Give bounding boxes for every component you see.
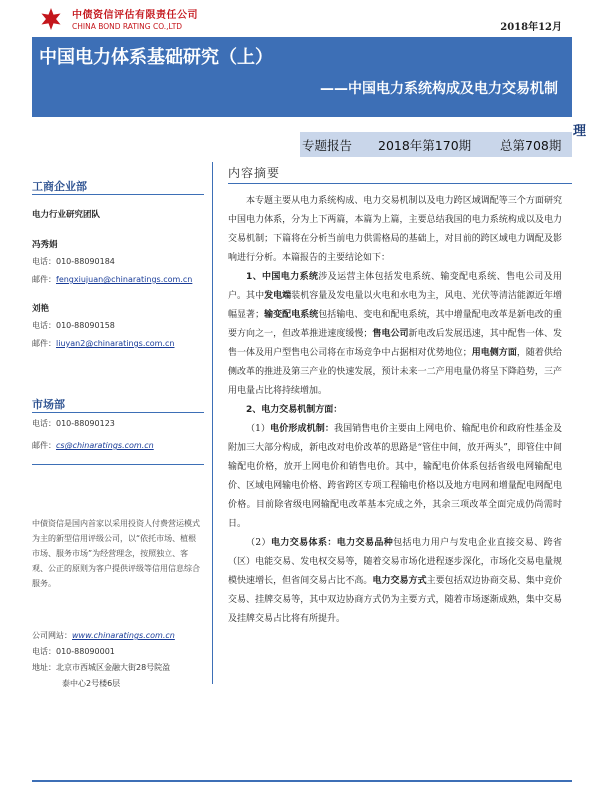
footer-rule	[32, 780, 572, 782]
abstract-body	[228, 192, 562, 629]
abstract-rule	[228, 183, 572, 184]
email-link[interactable]: fengxiujuan@chinaratings.com.cn	[56, 275, 193, 284]
abstract-paragraph: 本专题主要从电力系统构成、电力交易机制以及电力跨区域调配等三个方面研究中国电力体系，分为上下两篇，本篇为上篇，主要总结我国的电力系统构成以及电力交易机制；下篇将在分析当前电力供需格局的基础上，对目前的跨区域电力调配及影响进行分析。本篇报告的主要结论如下：	[228, 196, 562, 263]
abstract-paragraph: （2）电力交易体系：电力交易品种包括电力用户与发电企业直接交易、跨省（区）电能交易、发电权交易等，随着交易市场化进程逐步深化，市场化交易电量规模快速增长，但省间交易占比不高。电力交易方式主要包括双边协商交易、集中竞价交易、挂牌交易等，其中双边协商方式仍为主要方式，随着市场逐渐成熟，集中交易及挂牌交易占比将有所提升。	[228, 538, 562, 624]
report-type: 专题报告	[302, 138, 353, 153]
analyst-phone: 电话：010-88090158	[32, 321, 115, 330]
email-link[interactable]: liuyan2@chinaratings.com.cn	[56, 339, 175, 348]
company-address: 地址：北京市西城区金融大街28号院盈	[32, 663, 171, 672]
analyst-email: 邮件：fengxiujuan@chinaratings.com.cn	[32, 275, 193, 284]
company-phone: 电话：010-88090001	[32, 647, 115, 656]
sidebar-divider	[32, 464, 204, 465]
issue-bar	[300, 132, 572, 157]
column-divider	[212, 162, 213, 684]
market-email: 邮件：cs@chinaratings.com.cn	[32, 441, 154, 450]
analyst-name: 刘艳	[32, 304, 50, 314]
sidebar-divider	[32, 412, 204, 413]
email-link[interactable]: cs@chinaratings.com.cn	[56, 441, 154, 450]
report-date: 2018年12月	[500, 22, 562, 33]
abstract-heading: 内容摘要	[228, 166, 281, 180]
total-issue-number: 总第708期	[500, 138, 562, 153]
report-title: 中国电力体系基础研究（上）	[39, 47, 273, 68]
dept-industrial-heading: 工商企业部	[32, 180, 87, 193]
analyst-phone: 电话：010-88090184	[32, 257, 115, 266]
abstract-paragraph: 2、电力交易机制方面：	[246, 405, 343, 415]
issue-number: 2018年第170期	[378, 138, 472, 153]
title-banner	[32, 37, 572, 117]
abstract-paragraph: 1、中国电力系统涉及运营主体包括发电系统、输变配电系统、售电公司及用户。其中发电端装机容量及发电量以火电和水电为主，风电、光伏等清洁能源近年增幅显著；输变配电系统包括输电、变电和配电系统，其中增量配电改革是新电改的重要方向之一，但改革推进速度缓慢；售电公司新电改后发展迅速，其中配售一体、发售一体及用户型售电公司将在市场竞争中占据相对优势地位；用电侧方面，随着供给侧改革的推进及第三产业的快速发展，预计未来一二产用电量仍将呈下降趋势，三产用电量占比将持续增加。	[228, 272, 562, 396]
company-website: 公司网站：www.chinaratings.com.cn	[32, 631, 175, 640]
logo-english-name: CHINA BOND RATING CO.,LTD	[72, 22, 183, 31]
analyst-email: 邮件：liuyan2@chinaratings.com.cn	[32, 339, 175, 348]
abstract-paragraph: （1）电价形成机制：我国销售电价主要由上网电价、输配电价和政府性基金及附加三大部分构成，新电改对电价改革的思路是“管住中间，放开两头”，即管住中间输配电价格，放开上网电价和销售电价。其中，输配电价体系包括省级电网输配电价、区域电网输电价格、跨省跨区专项工程输电价格以及地方电网和增量配电网配电价格。目前除省级电网输配电改革基本完成之外，其余三项改革全面完成仍尚需时日。	[228, 424, 562, 529]
market-phone: 电话：010-88090123	[32, 419, 115, 428]
report-subtitle: ——中国电力系统构成及电力交易机制	[320, 81, 558, 97]
analyst-name: 冯秀娟	[32, 240, 58, 250]
research-team: 电力行业研究团队	[32, 210, 101, 220]
logo-chinese-name: 中债资信评估有限责任公司	[72, 10, 198, 21]
logo-emblem-icon	[36, 7, 66, 31]
report-subtitle-overflow: 理	[572, 124, 586, 139]
dept-market-heading: 市场部	[32, 398, 65, 411]
company-intro: 中债资信是国内首家以采用投资人付费营运模式为主的新型信用评级公司，以“依托市场、植根市场、服务市场”为经营理念，按照独立、客观、公正的原则为客户提供评级等信用信息综合服务。	[32, 519, 200, 588]
sidebar-divider	[32, 194, 204, 195]
company-address-line2: 泰中心2号楼6层	[62, 679, 121, 688]
website-link[interactable]: www.chinaratings.com.cn	[72, 631, 175, 640]
company-logo	[36, 6, 198, 31]
